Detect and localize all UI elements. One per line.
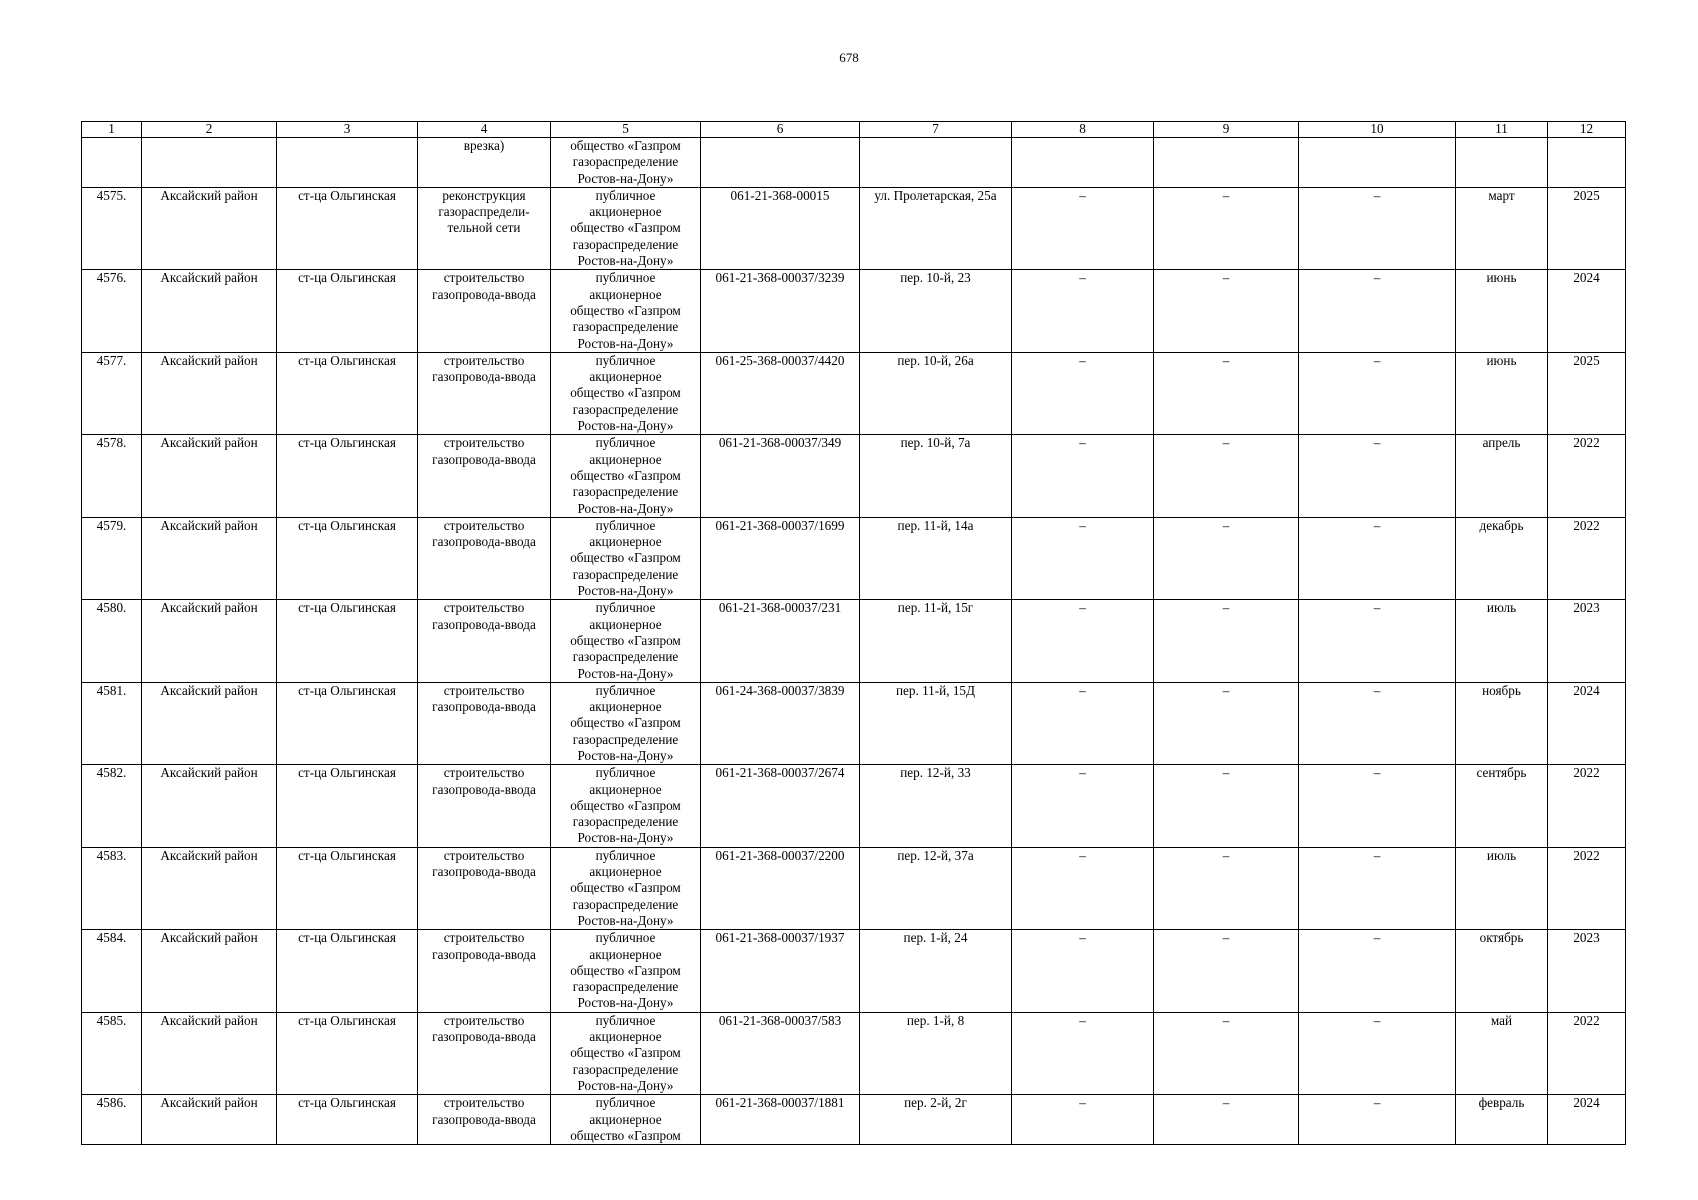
cell-10: – [1299, 187, 1456, 269]
table-row [82, 930, 1626, 1012]
cell-work [418, 1012, 551, 1094]
column-number: 6 [701, 122, 860, 138]
cell-9: – [1154, 765, 1299, 847]
cell-8: – [1012, 1095, 1154, 1145]
work-line: газопровода-ввода [432, 1029, 536, 1045]
cell-8: – [1012, 435, 1154, 517]
cell-work [418, 1095, 551, 1145]
cell-year: 2022 [1548, 847, 1626, 929]
cell-address: пер. 12-й, 33 [860, 765, 1012, 847]
table-row [82, 270, 1626, 352]
cell-org [551, 765, 701, 847]
page-number: 678 [839, 50, 859, 65]
cell-address: пер. 10-й, 26а [860, 352, 1012, 434]
cell-settlement: ст-ца Ольгинская [277, 270, 418, 352]
work-line: газопровода-ввода [432, 1111, 536, 1127]
cell-address: пер. 2-й, 2г [860, 1095, 1012, 1145]
column-number: 11 [1456, 122, 1548, 138]
cell-year: 2022 [1548, 765, 1626, 847]
work-line: газораспредели- [438, 204, 530, 220]
cell-settlement: ст-ца Ольгинская [277, 847, 418, 929]
cell-8: – [1012, 600, 1154, 682]
work-line: газопровода-ввода [432, 946, 536, 962]
cell-10: – [1299, 435, 1456, 517]
org-line: общество «Газпром [570, 962, 681, 978]
cell-8: – [1012, 682, 1154, 764]
cell-address: пер. 12-й, 37а [860, 847, 1012, 929]
column-number: 4 [418, 122, 551, 138]
work-line: газопровода-ввода [432, 781, 536, 797]
cell-address: пер. 1-й, 24 [860, 930, 1012, 1012]
cell-9: – [1154, 682, 1299, 764]
table-row [82, 517, 1626, 599]
cell-9: – [1154, 1095, 1299, 1145]
cell-district: Аксайский район [142, 765, 277, 847]
org-line: акционерное [589, 781, 662, 797]
cell-settlement: ст-ца Ольгинская [277, 435, 418, 517]
cell-org [551, 600, 701, 682]
org-line: публичное [595, 352, 656, 368]
org-line: общество «Газпром [570, 1045, 681, 1061]
org-line: акционерное [589, 616, 662, 632]
cell-month: март [1456, 187, 1548, 269]
work-line: строительство [443, 930, 525, 946]
cell-district: Аксайский район [142, 600, 277, 682]
work-line: газопровода-ввода [432, 699, 536, 715]
column-number: 5 [551, 122, 701, 138]
cell-10: – [1299, 682, 1456, 764]
cell-code: 061-21-368-00037/583 [701, 1012, 860, 1094]
cell-code [701, 138, 860, 188]
cell-year: 2022 [1548, 517, 1626, 599]
cell-org [551, 1095, 701, 1145]
cell-district [142, 138, 277, 188]
work-line: строительство [443, 517, 525, 533]
table-row [82, 847, 1626, 929]
cell-9: – [1154, 270, 1299, 352]
org-line: газораспределение [572, 319, 679, 335]
cell-9: – [1154, 352, 1299, 434]
cell-work [418, 352, 551, 434]
column-number: 12 [1548, 122, 1626, 138]
cell-code: 061-21-368-00037/2674 [701, 765, 860, 847]
org-line: газораспределение [572, 401, 679, 417]
cell-year: 2022 [1548, 435, 1626, 517]
org-line: общество «Газпром [570, 385, 681, 401]
cell-work [418, 435, 551, 517]
cell-month [1456, 138, 1548, 188]
cell-district: Аксайский район [142, 517, 277, 599]
column-number: 2 [142, 122, 277, 138]
cell-num: 4579. [82, 517, 142, 599]
cell-num: 4583. [82, 847, 142, 929]
org-line: публичное [595, 1095, 656, 1111]
cell-district: Аксайский район [142, 435, 277, 517]
cell-10: – [1299, 517, 1456, 599]
cell-org [551, 352, 701, 434]
cell-settlement: ст-ца Ольгинская [277, 600, 418, 682]
cell-work [418, 187, 551, 269]
org-line: публичное [595, 435, 656, 451]
cell-org [551, 138, 701, 188]
cell-org [551, 435, 701, 517]
work-line: тельной сети [447, 220, 521, 236]
cell-8: – [1012, 930, 1154, 1012]
cell-district: Аксайский район [142, 930, 277, 1012]
cell-month: декабрь [1456, 517, 1548, 599]
org-line: публичное [595, 765, 656, 781]
cell-year: 2023 [1548, 600, 1626, 682]
column-numbers-row [82, 122, 1626, 138]
org-line: Ростов-на-Дону» [577, 995, 674, 1011]
table-row-continued [82, 138, 1626, 188]
cell-district: Аксайский район [142, 270, 277, 352]
cell-8: – [1012, 352, 1154, 434]
work-line: газопровода-ввода [432, 864, 536, 880]
table-row [82, 1095, 1626, 1145]
cell-settlement: ст-ца Ольгинская [277, 1012, 418, 1094]
cell-9: – [1154, 930, 1299, 1012]
org-line: акционерное [589, 534, 662, 550]
cell-district: Аксайский район [142, 187, 277, 269]
cell-8: – [1012, 847, 1154, 929]
org-line: Ростов-на-Дону» [577, 1077, 674, 1093]
org-line: публичное [595, 847, 656, 863]
table-row [82, 765, 1626, 847]
org-line: акционерное [589, 286, 662, 302]
cell-address: ул. Пролетарская, 25а [860, 187, 1012, 269]
cell-9: – [1154, 1012, 1299, 1094]
cell-settlement: ст-ца Ольгинская [277, 930, 418, 1012]
cell-work [418, 847, 551, 929]
org-line: акционерное [589, 204, 662, 220]
work-line: строительство [443, 270, 525, 286]
work-line: строительство [443, 435, 525, 451]
cell-district: Аксайский район [142, 682, 277, 764]
cell-num: 4576. [82, 270, 142, 352]
work-line: строительство [443, 847, 525, 863]
cell-num: 4577. [82, 352, 142, 434]
org-line: общество «Газпром [570, 715, 681, 731]
table-row [82, 435, 1626, 517]
cell-settlement [277, 138, 418, 188]
work-line: строительство [443, 1095, 525, 1111]
org-line: общество «Газпром [570, 632, 681, 648]
org-line: акционерное [589, 1029, 662, 1045]
cell-year [1548, 138, 1626, 188]
cell-8: – [1012, 187, 1154, 269]
cell-10: – [1299, 270, 1456, 352]
org-line: Ростов-на-Дону» [577, 500, 674, 516]
cell-code: 061-21-368-00037/349 [701, 435, 860, 517]
org-line: газораспределение [572, 1061, 679, 1077]
cell-work [418, 682, 551, 764]
cell-10: – [1299, 600, 1456, 682]
cell-10: – [1299, 930, 1456, 1012]
cell-year: 2025 [1548, 352, 1626, 434]
org-line: Ростов-на-Дону» [577, 912, 674, 928]
work-line: строительство [443, 352, 525, 368]
cell-9: – [1154, 187, 1299, 269]
org-line: акционерное [589, 369, 662, 385]
cell-10: – [1299, 765, 1456, 847]
work-line: строительство [443, 682, 525, 698]
org-line: общество «Газпром [570, 797, 681, 813]
cell-10: – [1299, 352, 1456, 434]
cell-org [551, 187, 701, 269]
work-line: газопровода-ввода [432, 616, 536, 632]
work-line: газопровода-ввода [432, 369, 536, 385]
org-line: Ростов-на-Дону» [577, 418, 674, 434]
cell-month: июнь [1456, 352, 1548, 434]
cell-district: Аксайский район [142, 847, 277, 929]
column-number: 7 [860, 122, 1012, 138]
cell-address [860, 138, 1012, 188]
cell-work [418, 765, 551, 847]
cell-district: Аксайский район [142, 1012, 277, 1094]
org-line: Ростов-на-Дону» [577, 830, 674, 846]
work-line: строительство [443, 1012, 525, 1028]
cell-10 [1299, 138, 1456, 188]
cell-year: 2022 [1548, 1012, 1626, 1094]
table-row [82, 352, 1626, 434]
cell-address: пер. 11-й, 15Д [860, 682, 1012, 764]
org-line: Ростов-на-Дону» [577, 665, 674, 681]
work-line: строительство [443, 765, 525, 781]
org-line: газораспределение [572, 566, 679, 582]
cell-address: пер. 1-й, 8 [860, 1012, 1012, 1094]
cell-8: – [1012, 1012, 1154, 1094]
org-line: общество «Газпром [570, 880, 681, 896]
data-table [81, 121, 1626, 1145]
column-number: 1 [82, 122, 142, 138]
cell-work [418, 517, 551, 599]
cell-month: июнь [1456, 270, 1548, 352]
cell-settlement: ст-ца Ольгинская [277, 765, 418, 847]
table-row [82, 682, 1626, 764]
cell-9: – [1154, 517, 1299, 599]
cell-8: – [1012, 517, 1154, 599]
cell-address: пер. 11-й, 14а [860, 517, 1012, 599]
cell-work [418, 930, 551, 1012]
cell-num: 4582. [82, 765, 142, 847]
org-line: публичное [595, 682, 656, 698]
org-line: акционерное [589, 864, 662, 880]
cell-work [418, 600, 551, 682]
work-line: строительство [443, 600, 525, 616]
cell-month: апрель [1456, 435, 1548, 517]
cell-year: 2025 [1548, 187, 1626, 269]
cell-9: – [1154, 600, 1299, 682]
org-line: газораспределение [572, 649, 679, 665]
cell-month: ноябрь [1456, 682, 1548, 764]
cell-code: 061-21-368-00037/1699 [701, 517, 860, 599]
org-line: публичное [595, 600, 656, 616]
cell-10: – [1299, 1095, 1456, 1145]
cell-address: пер. 10-й, 23 [860, 270, 1012, 352]
org-line: публичное [595, 187, 656, 203]
work-line: реконструкция [442, 187, 526, 203]
org-line: публичное [595, 930, 656, 946]
column-number: 3 [277, 122, 418, 138]
org-line: Ростов-на-Дону» [577, 253, 674, 269]
org-line: общество «Газпром [570, 550, 681, 566]
cell-year: 2024 [1548, 1095, 1626, 1145]
org-line: газораспределение [572, 814, 679, 830]
work-line: газопровода-ввода [432, 534, 536, 550]
cell-settlement: ст-ца Ольгинская [277, 1095, 418, 1145]
cell-code: 061-21-368-00037/3239 [701, 270, 860, 352]
cell-num [82, 138, 142, 188]
cell-code: 061-21-368-00037/1937 [701, 930, 860, 1012]
table-row [82, 1012, 1626, 1094]
org-line: газораспределение [572, 896, 679, 912]
cell-num: 4578. [82, 435, 142, 517]
org-line: публичное [595, 517, 656, 533]
org-line: газораспределение [572, 484, 679, 500]
org-line: акционерное [589, 1111, 662, 1127]
org-line: газораспределение [572, 154, 679, 170]
org-line: общество «Газпром [570, 220, 681, 236]
cell-year: 2024 [1548, 270, 1626, 352]
org-line: общество «Газпром [570, 138, 681, 153]
cell-code: 061-25-368-00037/4420 [701, 352, 860, 434]
cell-settlement: ст-ца Ольгинская [277, 682, 418, 764]
org-line: общество «Газпром [570, 302, 681, 318]
cell-settlement: ст-ца Ольгинская [277, 187, 418, 269]
cell-org [551, 682, 701, 764]
cell-org [551, 517, 701, 599]
cell-num: 4584. [82, 930, 142, 1012]
cell-month: июль [1456, 600, 1548, 682]
cell-month: сентябрь [1456, 765, 1548, 847]
cell-address: пер. 11-й, 15г [860, 600, 1012, 682]
cell-code: 061-21-368-00015 [701, 187, 860, 269]
cell-code: 061-21-368-00037/2200 [701, 847, 860, 929]
cell-org [551, 847, 701, 929]
org-line: Ростов-на-Дону» [577, 170, 674, 186]
cell-num: 4585. [82, 1012, 142, 1094]
work-line: газопровода-ввода [432, 451, 536, 467]
cell-10: – [1299, 847, 1456, 929]
cell-8 [1012, 138, 1154, 188]
org-line: общество «Газпром [570, 1127, 681, 1143]
cell-9 [1154, 138, 1299, 188]
cell-org [551, 270, 701, 352]
cell-9: – [1154, 435, 1299, 517]
column-number: 8 [1012, 122, 1154, 138]
org-line: акционерное [589, 451, 662, 467]
table-header [82, 122, 1626, 138]
org-line: акционерное [589, 946, 662, 962]
org-line: публичное [595, 1012, 656, 1028]
cell-8: – [1012, 270, 1154, 352]
cell-month: май [1456, 1012, 1548, 1094]
cell-month: октябрь [1456, 930, 1548, 1012]
cell-org [551, 1012, 701, 1094]
column-number: 9 [1154, 122, 1299, 138]
cell-work [418, 270, 551, 352]
cell-work: врезка) [418, 138, 551, 188]
cell-year: 2023 [1548, 930, 1626, 1012]
column-number: 10 [1299, 122, 1456, 138]
table-row [82, 187, 1626, 269]
org-line: газораспределение [572, 731, 679, 747]
cell-year: 2024 [1548, 682, 1626, 764]
org-line: акционерное [589, 699, 662, 715]
cell-address: пер. 10-й, 7а [860, 435, 1012, 517]
cell-code: 061-21-368-00037/1881 [701, 1095, 860, 1145]
cell-10: – [1299, 1012, 1456, 1094]
cell-8: – [1012, 765, 1154, 847]
table-body [82, 138, 1626, 1145]
org-line: газораспределение [572, 979, 679, 995]
cell-num: 4580. [82, 600, 142, 682]
org-line: общество «Газпром [570, 467, 681, 483]
cell-month: февраль [1456, 1095, 1548, 1145]
cell-num: 4581. [82, 682, 142, 764]
cell-month: июль [1456, 847, 1548, 929]
cell-code: 061-21-368-00037/231 [701, 600, 860, 682]
cell-district: Аксайский район [142, 1095, 277, 1145]
org-line: Ростов-на-Дону» [577, 583, 674, 599]
cell-settlement: ст-ца Ольгинская [277, 352, 418, 434]
org-line: Ростов-на-Дону» [577, 335, 674, 351]
cell-num: 4575. [82, 187, 142, 269]
cell-num: 4586. [82, 1095, 142, 1145]
cell-9: – [1154, 847, 1299, 929]
work-line: газопровода-ввода [432, 286, 536, 302]
org-line: публичное [595, 270, 656, 286]
org-line: Ростов-на-Дону» [577, 747, 674, 763]
cell-org [551, 930, 701, 1012]
cell-district: Аксайский район [142, 352, 277, 434]
org-line: газораспределение [572, 236, 679, 252]
cell-settlement: ст-ца Ольгинская [277, 517, 418, 599]
table-row [82, 600, 1626, 682]
cell-code: 061-24-368-00037/3839 [701, 682, 860, 764]
